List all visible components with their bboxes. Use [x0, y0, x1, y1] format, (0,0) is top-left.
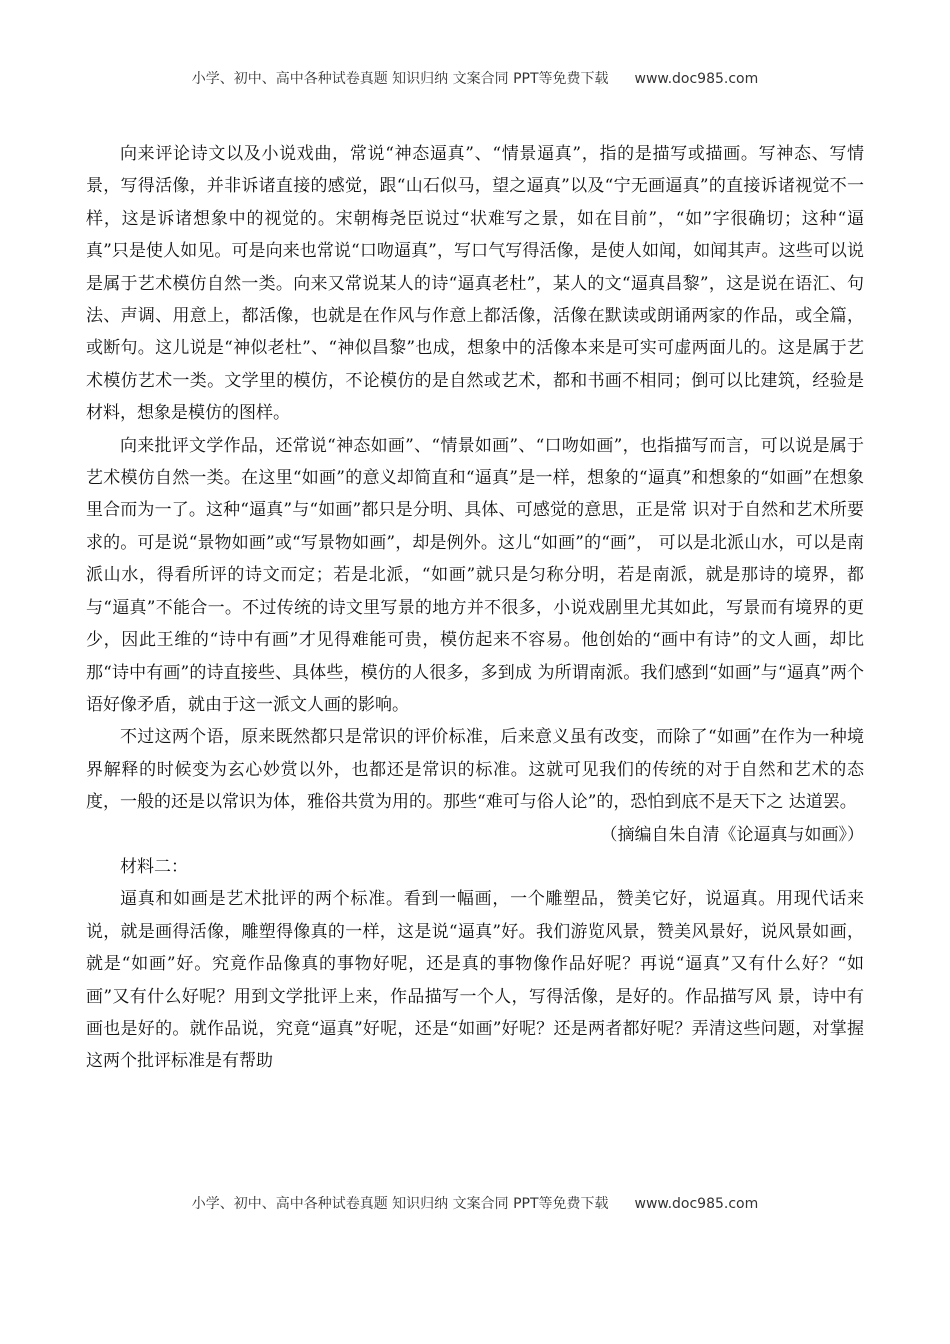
footer-text: 小学、初中、高中各种试卷真题 知识归纳 文案合同 PPT等免费下载: [191, 1196, 609, 1212]
footer-url[interactable]: www.doc985.com: [634, 1196, 759, 1212]
paragraph-4: 逼真和如画是艺术批评的两个标准。看到一幅画，一个雕塑品，赞美它好，说逼真。用现代话来 说，就是画得活像，雕塑得像真的一样，这是说“逼真”好。我们游览风景，赞美风景好，说风景如画，就是“如画”好。究竟作品像真的事物好呢，还是真的事物像作品好呢？再说“逼真”又有什么好？“如画”又有什么好呢？用到文学批评上来，作品描写一个人，写得活像，是好的。作品描写风 景，诗中有画也是好的。就作品说，究竟“逼真”好呢，还是“如画”好呢？还是两者都好呢？弄清这些问题，对掌握这两个批评标准是有帮助: [86, 889, 864, 1072]
page-footer: [0, 1193, 950, 1213]
material-two-label: 材料二：: [120, 856, 188, 877]
paragraph-1: 向来评论诗文以及小说戏曲，常说“神态逼真”、“情景逼真”，指的是描写或描画。写神态、写情景，写得活像，并非诉诸直接的感觉，跟“山石似马，望之逼真”以及“宁无画逼真”的直接诉诸视觉不一样，这是诉诸想象中的视觉的。宋朝梅尧臣说过“状难写之景，如在目前”，“如”字很确切；这种“逼真”只是使人如见。可是向来也常说“口吻逼真”，写口气写得活像，是使人如闻，如闻其声。这些可以说是属于艺术模仿自然一类。向来又常说某人的诗“逼真老杜”，某人的文“逼真昌黎”，这是说在语汇、句法、声调、用意上，都活像，也就是在作风与作意上都活像，活像在默读或朗诵两家的作品，或全篇，或断句。这儿说是“神似老杜”、“神似昌黎”也成，想象中的活像本来是可实可虚两面儿的。这是属于艺术模仿艺术一类。文学里的模仿，不论模仿的是自然或艺术，都和书画不相同；倒可以比建筑，经验是材料，想象是模仿的图样。: [86, 144, 864, 424]
paragraph-3: 不过这两个语，原来既然都只是常识的评价标准，后来意义虽有改变，而除了“如画”在作为一种境界解释的时候变为玄心妙赏以外，也都还是常识的标准。这就可见我们的传统的对于自然和艺术的态度，一般的还是以常识为体，雅俗共赏为用的。那些“难可与俗人论”的，恐怕到底不是天下之 达道罢。: [86, 727, 864, 813]
header-text: 小学、初中、高中各种试卷真题 知识归纳 文案合同 PPT等免费下载: [191, 71, 609, 87]
document-body: [86, 138, 864, 1078]
source-citation: （摘编自朱自清《论逼真与如画》）: [600, 824, 864, 845]
page-header: [0, 68, 950, 88]
header-url[interactable]: www.doc985.com: [634, 71, 759, 87]
paragraph-2: 向来批评文学作品，还常说“神态如画”、“情景如画”、“口吻如画”，也指描写而言，可以说是属于艺术模仿自然一类。在这里“如画”的意义却简直和“逼真”是一样，想象的“逼真”和想象的“如画”在想象里合而为一了。这种“逼真”与“如画”都只是分明、具体、可感觉的意思，正是常 识对于自然和艺术所要求的。可是说“景物如画”或“写景物如画”，却是例外。这儿“如画”的“画”， 可以是北派山水，可以是南派山水，得看所评的诗文而定；若是北派，“如画”就只是匀称分明，若是南派，就是那诗的境界，都与“逼真”不能合一。不过传统的诗文里写景的地方并不很多，小说戏剧里尤其如此，写景而有境界的更少，因此王维的“诗中有画”才见得难能可贵，模仿起来不容易。他创始的“画中有诗”的文人画，却比那“诗中有画”的诗直接些、具体些，模仿的人很多，多到成 为所谓南派。我们感到“如画”与“逼真”两个语好像矛盾，就由于这一派文人画的影响。: [86, 435, 864, 715]
